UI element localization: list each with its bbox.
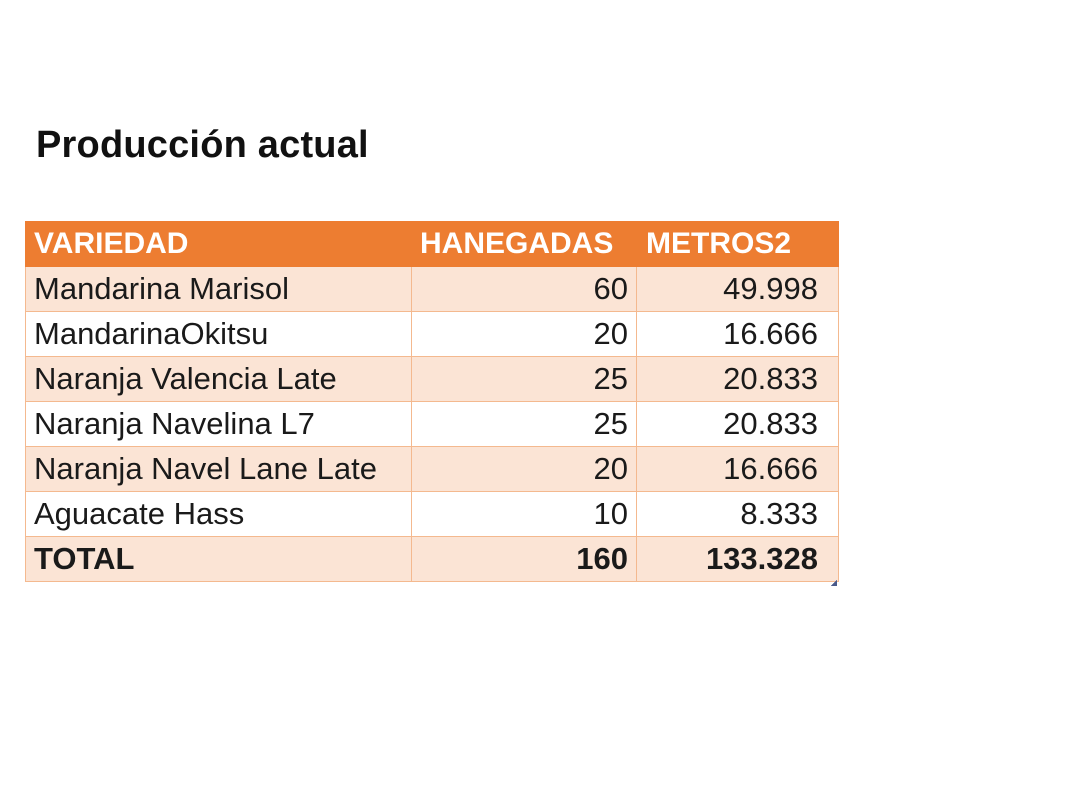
cell-variedad: Naranja Navel Lane Late (26, 447, 412, 492)
table-row (26, 402, 839, 447)
table-total-row (26, 537, 839, 582)
total-hanegadas: 160 (412, 537, 637, 582)
header-variedad: VARIEDAD (26, 222, 412, 267)
cell-metros2: 20.833 (637, 357, 839, 402)
cell-metros2: 16.666 (637, 447, 839, 492)
cell-hanegadas: 60 (412, 267, 637, 312)
cell-metros2: 49.998 (637, 267, 839, 312)
table-resize-handle[interactable] (831, 580, 837, 586)
cell-hanegadas: 20 (412, 312, 637, 357)
cell-variedad: Naranja Navelina L7 (26, 402, 412, 447)
cell-hanegadas: 20 (412, 447, 637, 492)
cell-variedad: Mandarina Marisol (26, 267, 412, 312)
page-title: Producción actual (36, 124, 369, 166)
table-row (26, 492, 839, 537)
header-metros2: METROS2 (637, 222, 839, 267)
table-header-row (26, 222, 839, 267)
production-table (25, 221, 839, 582)
cell-variedad: Naranja Valencia Late (26, 357, 412, 402)
cell-metros2: 16.666 (637, 312, 839, 357)
table-row (26, 357, 839, 402)
cell-hanegadas: 25 (412, 357, 637, 402)
total-label: TOTAL (26, 537, 412, 582)
cell-metros2: 8.333 (637, 492, 839, 537)
cell-hanegadas: 10 (412, 492, 637, 537)
table-row (26, 267, 839, 312)
total-metros2: 133.328 (637, 537, 839, 582)
table-row (26, 447, 839, 492)
cell-hanegadas: 25 (412, 402, 637, 447)
header-hanegadas: HANEGADAS (412, 222, 637, 267)
cell-metros2: 20.833 (637, 402, 839, 447)
cell-variedad: Aguacate Hass (26, 492, 412, 537)
table-row (26, 312, 839, 357)
cell-variedad: MandarinaOkitsu (26, 312, 412, 357)
